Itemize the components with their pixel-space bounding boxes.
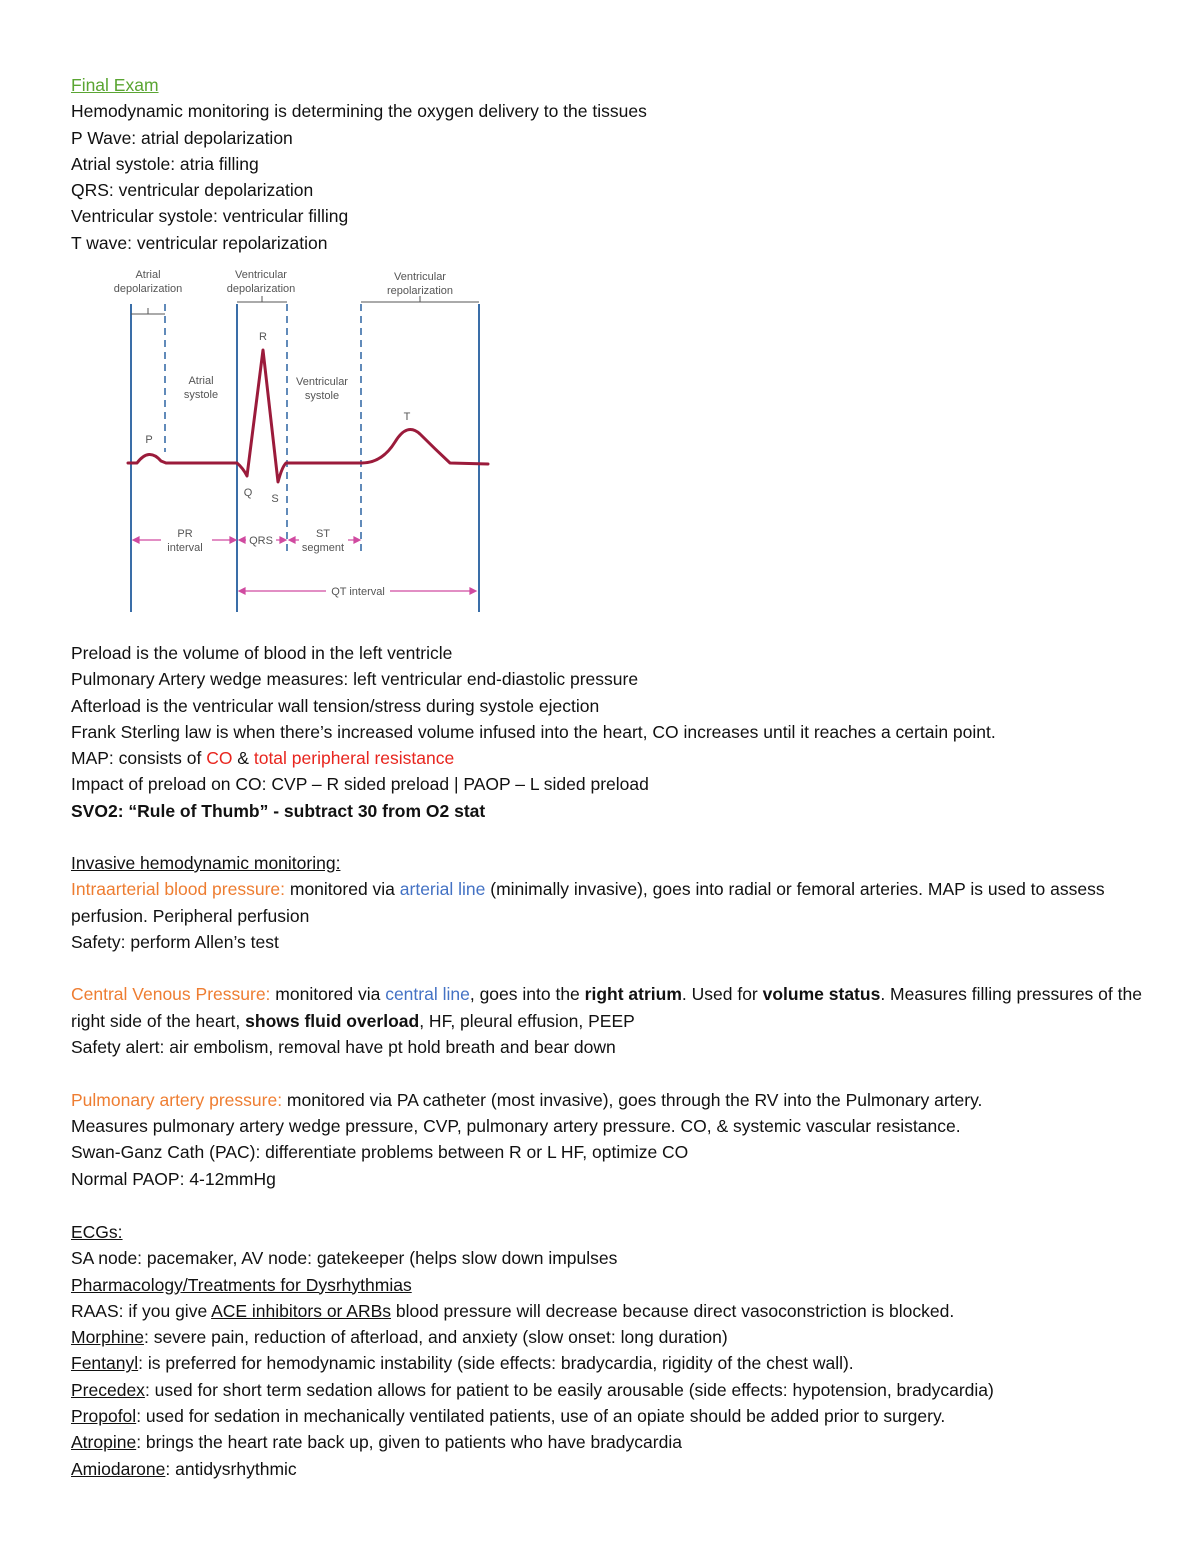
drug-line: Propofol: used for sedation in mechanically ventilated patients, use of an opiate should be added prior to surgery. xyxy=(71,1406,946,1427)
text-line: Normal PAOP: 4-12mmHg xyxy=(71,1168,276,1189)
ecg-label: Atrial xyxy=(135,269,161,281)
ecgs-section xyxy=(71,1219,1146,1482)
central-line-term: central line xyxy=(385,984,470,1005)
text-line: Swan-Ganz Cath (PAC): differentiate problems between R or L HF, optimize CO xyxy=(71,1142,689,1163)
text-line: Safety: perform Allen’s test xyxy=(71,931,279,952)
pap-label: Pulmonary artery pressure: xyxy=(71,1089,283,1110)
drug-line: Amiodarone: antidysrhythmic xyxy=(71,1458,297,1479)
text-line: Frank Sterling law is when there’s increased volume infused into the heart, CO increases until it reaches a certain point. xyxy=(71,721,996,742)
drug-line: Morphine: severe pain, reduction of afterload, and anxiety (slow onset: long duration) xyxy=(71,1327,728,1348)
intro-line: QRS: ventricular depolarization xyxy=(71,180,314,201)
invasive-section xyxy=(71,850,1146,1192)
ecg-diagram xyxy=(100,262,500,622)
bracket xyxy=(131,308,165,314)
intro-line: P Wave: atrial depolarization xyxy=(71,127,293,148)
map-line: MAP: consists of CO & total peripheral resistance xyxy=(71,748,455,769)
text-line: Safety alert: air embolism, removal have pt hold breath and bear down xyxy=(71,1037,616,1058)
text-line: Preload is the volume of blood in the left ventricle xyxy=(71,643,453,663)
wave-label-t: T xyxy=(403,411,411,423)
ecg-label: Ventricular xyxy=(296,376,348,388)
st-segment-label: ST xyxy=(315,528,331,540)
preload-section xyxy=(71,640,1146,824)
subsection-heading: Pharmacology/Treatments for Dysrhythmias xyxy=(71,1274,412,1295)
drug-name: Fentanyl xyxy=(71,1353,139,1374)
ecg-label: depolarization xyxy=(226,283,296,295)
ecg-label: repolarization xyxy=(386,285,454,297)
intro-line: Atrial systole: atria filling xyxy=(71,153,259,174)
drug-name: Morphine xyxy=(71,1327,144,1348)
ecg-label: Atrial xyxy=(188,375,214,387)
wave-label-q: Q xyxy=(243,487,253,499)
drug-line: Precedex: used for short term sedation allows for patient to be easily arousable (side effects: hypotension, bradycardia) xyxy=(71,1379,994,1400)
ecg-label: systole xyxy=(304,390,340,402)
st-segment-label: segment xyxy=(301,542,345,554)
spacer xyxy=(71,1060,1146,1086)
pr-interval-label: interval xyxy=(167,542,203,554)
text-line: Measures pulmonary artery wedge pressure, CVP, pulmonary artery pressure. CO, & systemic vascular resistance. xyxy=(71,1115,961,1136)
iabp-paragraph: Intraarterial blood pressure: monitored via arterial line (minimally invasive), goes into radial or femoral arteries. MAP is used to assess perfusion. Peripheral perfusion xyxy=(71,879,1105,926)
intro-line: T wave: ventricular repolarization xyxy=(71,232,328,253)
wave-label-p: P xyxy=(145,434,153,446)
intro-line: Hemodynamic monitoring is determining the oxygen delivery to the tissues xyxy=(71,101,647,122)
map-co: CO xyxy=(206,748,233,769)
qt-interval-label: QT interval xyxy=(331,586,385,598)
section-heading: Invasive hemodynamic monitoring: xyxy=(71,853,341,873)
map-tpr: total peripheral resistance xyxy=(253,748,455,769)
ecg-label: Ventricular xyxy=(235,269,287,281)
text-line: SA node: pacemaker, AV node: gatekeeper (helps slow down impulses xyxy=(71,1248,618,1269)
ecg-label: systole xyxy=(183,389,219,401)
drug-name: Propofol xyxy=(71,1406,137,1427)
section-heading: ECGs: xyxy=(71,1222,123,1242)
page-title: Final Exam xyxy=(71,75,159,95)
arterial-line-term: arterial line xyxy=(399,879,486,900)
pap-line: Pulmonary artery pressure: monitored via PA catheter (most invasive), goes through the RV into the Pulmonary artery. xyxy=(71,1089,983,1110)
ecg-waveform xyxy=(128,350,488,482)
drug-name: Precedex xyxy=(71,1379,145,1400)
bracket xyxy=(237,296,287,302)
wave-label-r: R xyxy=(259,331,267,343)
iabp-label: Intraarterial blood pressure: xyxy=(71,879,285,900)
intro-line: Ventricular systole: ventricular filling xyxy=(71,206,349,227)
pr-interval-label: PR xyxy=(177,528,193,540)
ecg-label: Ventricular xyxy=(394,271,446,283)
drug-line: Fentanyl: is preferred for hemodynamic instability (side effects: bradycardia, rigidity of the chest wall). xyxy=(71,1353,854,1374)
raas-line: RAAS: if you give ACE inhibitors or ARBs blood pressure will decrease because direct vasoconstriction is blocked. xyxy=(71,1300,955,1321)
drug-name: Atropine xyxy=(71,1432,137,1453)
svo2-line: SVO2: “Rule of Thumb” - subtract 30 from O2 stat xyxy=(71,800,486,821)
drug-line: Atropine: brings the heart rate back up, given to patients who have bradycardia xyxy=(71,1432,682,1453)
wave-label-s: S xyxy=(271,493,279,505)
cvp-label: Central Venous Pressure: xyxy=(71,984,271,1005)
spacer xyxy=(71,955,1146,981)
text-line: Impact of preload on CO: CVP – R sided preload | PAOP – L sided preload xyxy=(71,774,649,795)
intro-section xyxy=(71,72,1146,256)
text-line: Pulmonary Artery wedge measures: left ventricular end-diastolic pressure xyxy=(71,669,639,690)
text-line: Afterload is the ventricular wall tension/stress during systole ejection xyxy=(71,695,600,716)
cvp-paragraph: Central Venous Pressure: monitored via central line, goes into the right atrium. Used for volume status. Measures filling pressures of the right side of the heart, shows fluid overload, HF, pleural effusion, PEEP xyxy=(71,984,1142,1031)
drug-name: Amiodarone xyxy=(71,1458,166,1479)
qrs-label: QRS xyxy=(249,535,273,547)
ecg-label: depolarization xyxy=(113,283,183,295)
